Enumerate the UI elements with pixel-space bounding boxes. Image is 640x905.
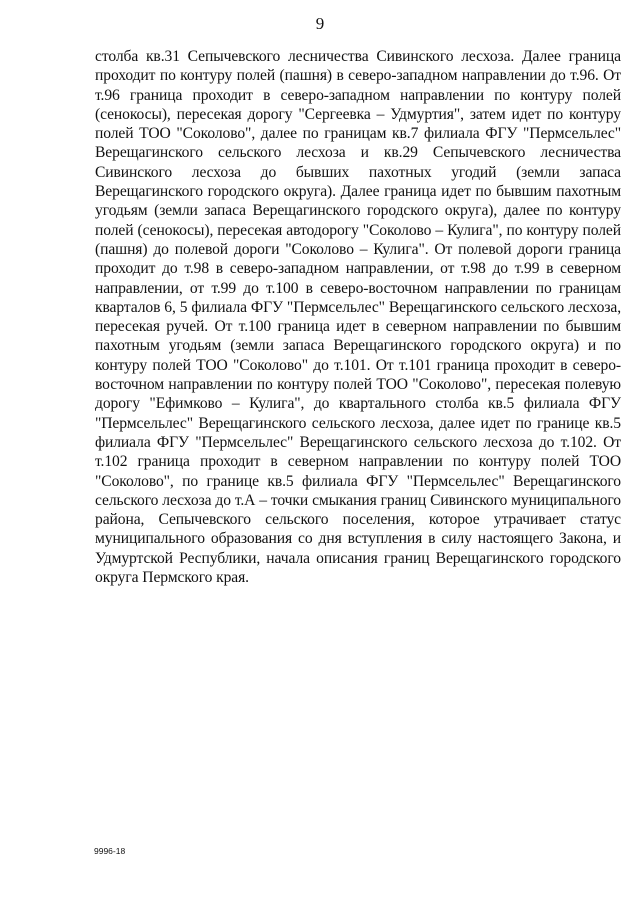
page-number: 9 <box>315 14 325 33</box>
body-paragraph: столба кв.31 Сепычевского лесничества Сивинского лесхоза. Далее граница проходит по контуру полей (пашня) в северо-западном направлении до т.96. От т.96 граница проходит в северо-западном направлении по контуру полей (сенокосы), пересекая дорогу "Сергеевка – Удмуртия", затем идет по контуру полей ТОО "Соколово", далее по границам кв.7 филиала ФГУ "Пермсельлес" Верещагинского сельского лесхоза и кв.29 Сепычевского лесничества Сивинского лесхоза до бывших пахотных угодий (земли запаса Верещагинского городского округа). Далее граница идет по бывшим пахотным угодьям (земли запаса Верещагинского городского округа), далее по контуру полей (сенокосы), пересекая автодорогу "Соколово – Кулига", по контуру полей (пашня) до полевой дороги "Соколово – Кулига". От полевой дороги граница проходит до т.98 в северо-западном направлении, от т.98 до т.99 в северном направлении, от т.99 до т.100 в северо-восточном направлении по границам кварталов 6, 5 филиала ФГУ "Пермсельлес" Верещагинского сельского лесхоза, пересекая ручей. От т.100 граница идет в северном направлении по бывшим пахотным угодьям (земли запаса Верещагинского городского округа) и по контуру полей ТОО "Соколово" до т.101. От т.101 граница проходит в северо-восточном направлении по контуру полей ТОО "Соколово", пересекая полевую дорогу "Ефимково – Кулига", до квартального столба кв.5 филиала ФГУ "Пермсельлес" Верещагинского сельского лесхоза, далее идет по границе кв.5 филиала ФГУ "Пермсельлес" Верещагинского сельского лесхоза до т.102. От т.102 граница проходит в северном направлении по контуру полей ТОО "Соколово", по границе кв.5 филиала ФГУ "Пермсельлес" Верещагинского сельского лесхоза до т.А – точки смыкания границ Сивинского муниципального района, Сепычевского сельского поселения, которое утрачивает статус муниципального образования со дня вступления в силу настоящего Закона, и Удмуртской Республики, начала описания границ Верещагинского городского округа Пермского края. <box>95 48 621 587</box>
document-code: 9996-18 <box>94 846 126 856</box>
